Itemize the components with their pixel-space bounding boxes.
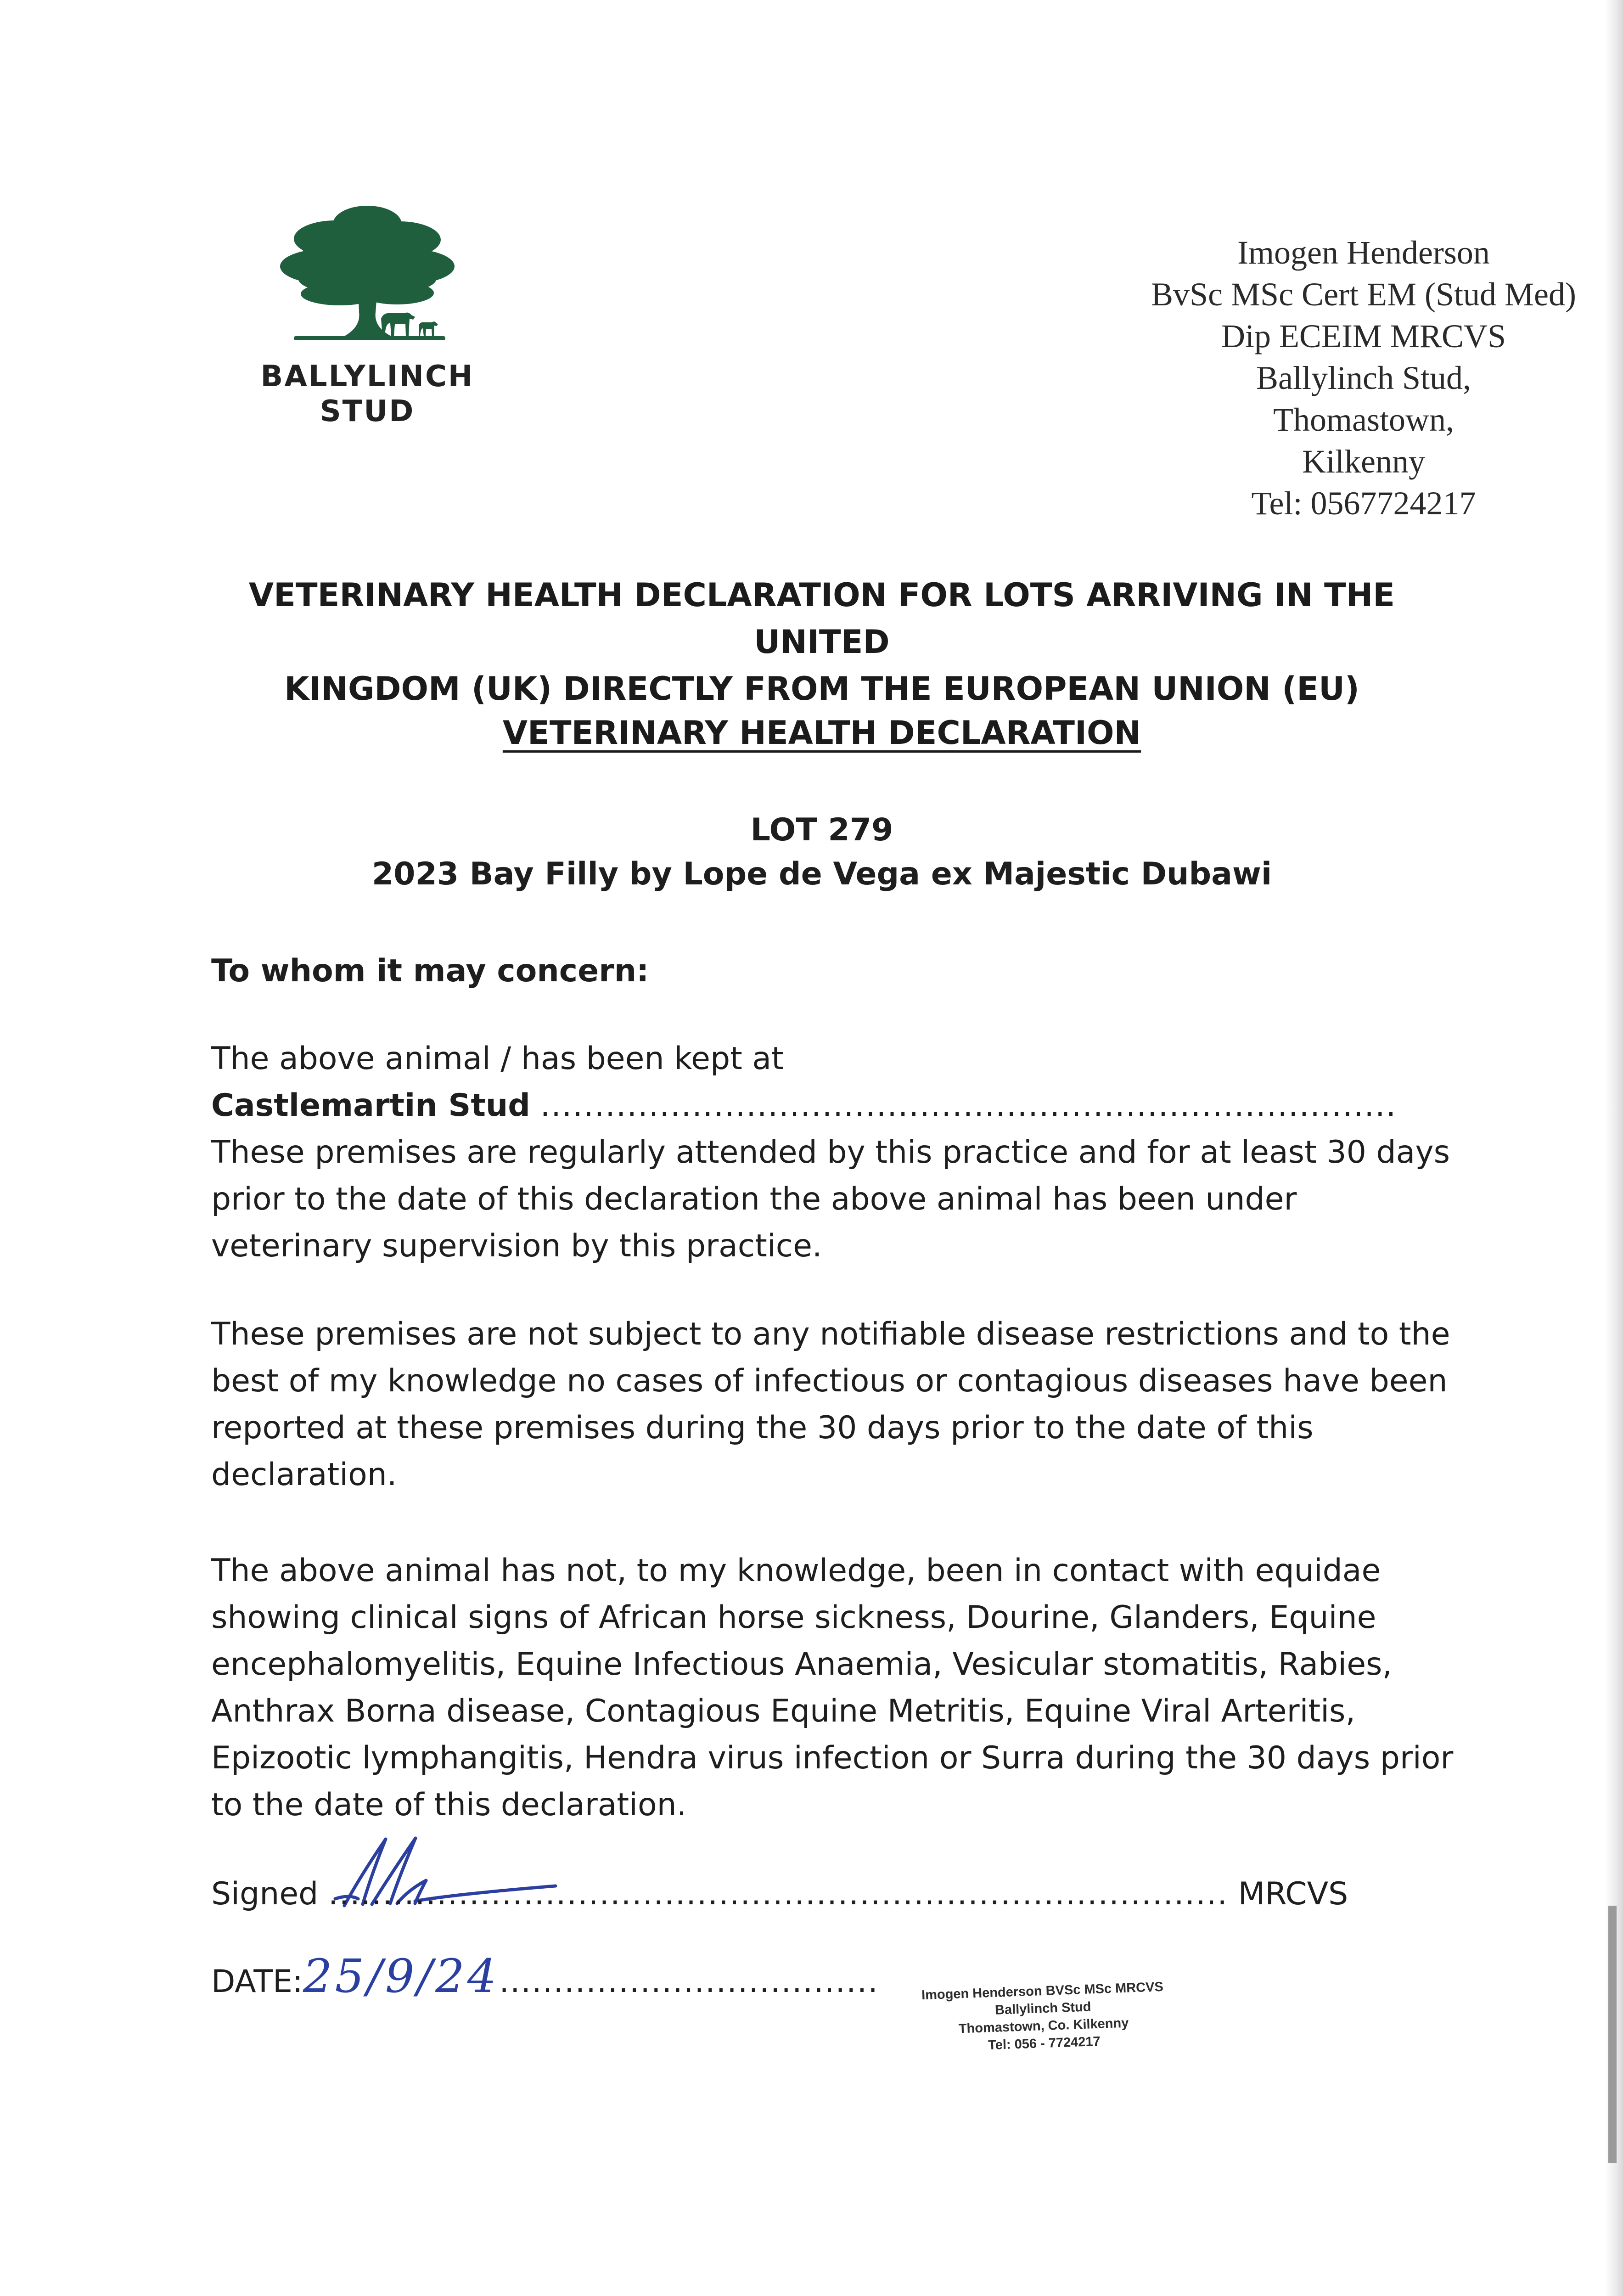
paragraph-line: to the date of this declaration. [211, 1787, 687, 1823]
scan-edge-mark [1608, 1906, 1617, 2163]
address-line: BvSc MSc Cert EM (Stud Med) [1151, 276, 1576, 313]
lot-description: 2023 Bay Filly by Lope de Vega ex Majestic Dubawi [371, 856, 1272, 892]
signature-dots: ................................................................................... [328, 1876, 1229, 1912]
paragraph-line: encephalomyelitis, Equine Infectious Anaemia, Vesicular stomatitis, Rabies, [211, 1646, 1393, 1683]
paragraph-line: Epizootic lymphangitis, Hendra virus infection or Surra during the 30 days prior [211, 1740, 1454, 1776]
kept-at-intro: The above animal / has been kept at [211, 1041, 784, 1077]
address-line: Thomastown, [1273, 401, 1454, 438]
salutation: To whom it may concern: [211, 953, 649, 989]
signature-suffix: MRCVS [1238, 1876, 1348, 1912]
ballylinch-stud-logo [248, 202, 487, 429]
title-line2: KINGDOM (UK) DIRECTLY FROM THE EUROPEAN UNION (EU) [284, 670, 1359, 708]
signed-label: Signed [211, 1876, 319, 1912]
stamp-line: Ballylinch Stud [994, 1999, 1091, 2018]
premises-name: Castlemartin Stud [211, 1087, 530, 1124]
paragraph-line: declaration. [211, 1457, 397, 1493]
premises-line [211, 1082, 1465, 1129]
logo-name-line2: STUD [320, 394, 415, 428]
stamp-line: Thomastown, Co. Kilkenny [958, 2015, 1129, 2037]
paragraph-line: reported at these premises during the 30 days prior to the date of this [211, 1410, 1314, 1446]
paragraph-line: veterinary supervision by this practice. [211, 1228, 822, 1264]
paragraph-contact-diseases [211, 1548, 1465, 1829]
paragraph-line: These premises are not subject to any notifiable disease restrictions and to the [211, 1316, 1450, 1352]
address-line: Tel: 0567724217 [1251, 485, 1476, 522]
logo-wordmark [248, 359, 487, 429]
date-line [211, 1949, 879, 2003]
paragraph-line: prior to the date of this declaration the above animal has been under [211, 1181, 1297, 1217]
document-title [193, 572, 1451, 712]
section-heading-text: VETERINARY HEALTH DECLARATION [502, 714, 1141, 752]
practice-stamp [872, 1976, 1214, 2058]
paragraph-line: Anthrax Borna disease, Contagious Equine Metritis, Equine Viral Arteritis, [211, 1693, 1356, 1729]
title-line1: VETERINARY HEALTH DECLARATION FOR LOTS ARRIVING IN THE UNITED [248, 576, 1395, 661]
stamp-line: Imogen Henderson BVSc MSc MRCVS [921, 1979, 1164, 2003]
lot-block [193, 808, 1451, 896]
paragraph-line: These premises are regularly attended by this practice and for at least 30 days [211, 1134, 1450, 1171]
address-line: Dip ECEIM MRCVS [1221, 318, 1506, 355]
lot-number: LOT 279 [750, 812, 893, 848]
handwritten-date: 25/9/24 [303, 1949, 500, 2003]
paragraph-premises [211, 1035, 1465, 1270]
address-line: Ballylinch Stud, [1256, 360, 1471, 396]
paragraph-line: showing clinical signs of African horse sickness, Dourine, Glanders, Equine [211, 1599, 1376, 1636]
address-line: Kilkenny [1302, 443, 1425, 480]
section-heading [193, 714, 1451, 752]
signature-line [211, 1876, 1348, 1912]
paragraph-line: best of my knowledge no cases of infectious or contagious diseases have been [211, 1363, 1448, 1399]
oak-tree-with-horses-icon [271, 202, 464, 354]
premises-dots: ............................................................................... [540, 1087, 1397, 1124]
vet-address-block [1102, 232, 1623, 524]
paragraph-line: The above animal has not, to my knowledge, been in contact with equidae [211, 1553, 1381, 1589]
logo-name-line1: BALLYLINCH [260, 360, 474, 394]
address-line: Imogen Henderson [1237, 234, 1490, 271]
paragraph-disease-restrictions [211, 1311, 1465, 1498]
date-dots: ................................... [499, 1964, 879, 2000]
date-label: DATE: [211, 1964, 303, 2000]
stamp-line: Tel: 056 - 7724217 [988, 2034, 1101, 2053]
